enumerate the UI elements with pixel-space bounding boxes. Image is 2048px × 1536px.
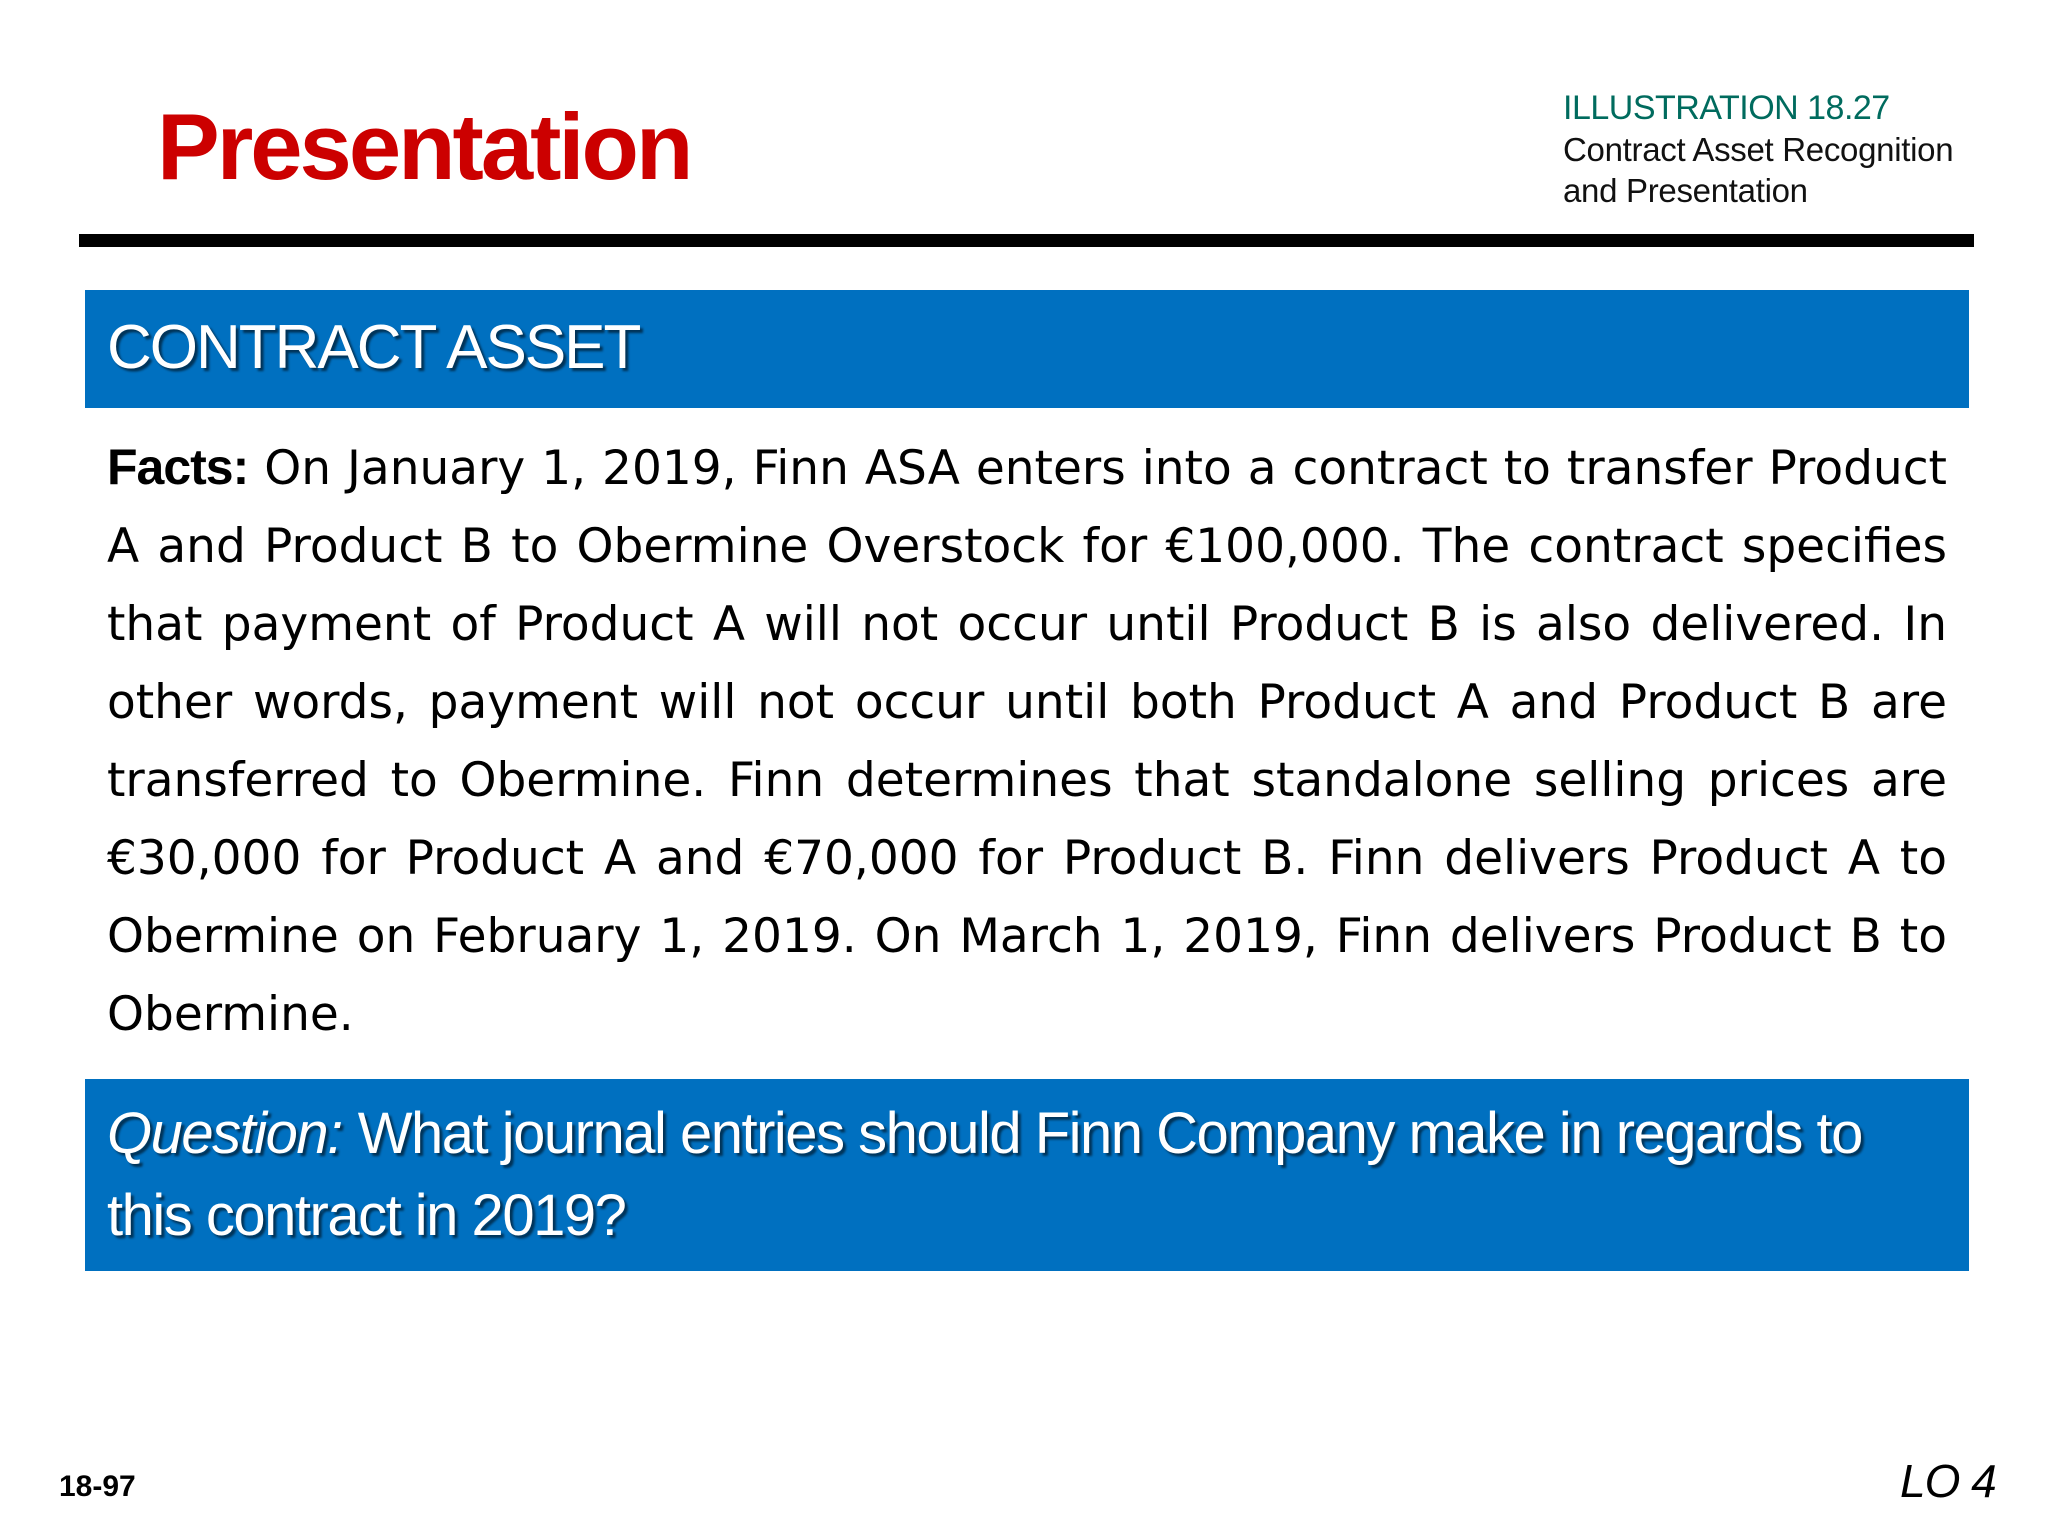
illustration-number: ILLUSTRATION 18.27 [1563, 89, 1890, 127]
question-text: What journal entries should Finn Company make in regards to this contract in 2019? [107, 1101, 1862, 1248]
section-heading-bar [85, 290, 1969, 408]
slide-title: Presentation [157, 94, 691, 199]
facts-text: On January 1, 2019, Finn ASA enters into a contract to transfer Product A and Product B to Obermine Overstock for €100,000. The contract specifies that payment of Product A will not occur until Product B is also delivered. In other words, payment will not occur until both Product A and Product B are transferred to Obermine. Finn determines that standalone selling prices are €30,000 for Product A and €70,000 for Product B. Finn delivers Product A to Obermine on February 1, 2019. On March 1, 2019, Finn delivers Product B to Obermine. [107, 441, 1947, 1042]
illustration-caption-line-1: Contract Asset Recognition [1563, 131, 1954, 168]
title-divider [79, 234, 1974, 247]
question-paragraph [107, 1093, 1947, 1257]
facts-label: Facts: [107, 439, 249, 495]
learning-objective-tag: LO 4 [1900, 1455, 1996, 1507]
facts-paragraph [107, 428, 1947, 1054]
section-heading: CONTRACT ASSET [107, 313, 640, 382]
illustration-caption-line-2: and Presentation [1563, 172, 1808, 209]
page-number: 18-97 [59, 1470, 136, 1503]
illustration-reference [1563, 88, 2003, 211]
question-label: Question: [107, 1101, 342, 1166]
question-bar [85, 1079, 1969, 1271]
